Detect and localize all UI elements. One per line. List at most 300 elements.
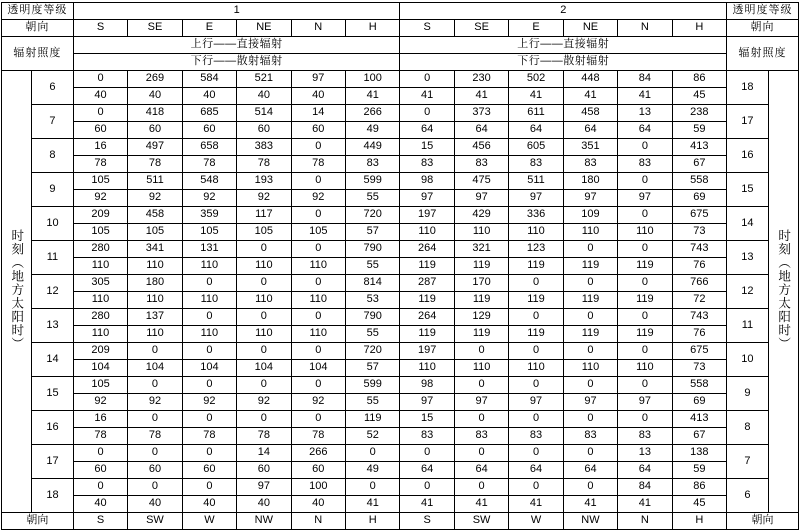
table-row (2, 479, 799, 496)
cell-g1-diffuse-1-3: 60 (237, 122, 291, 139)
cell-g1-diffuse-7-5: 55 (346, 326, 400, 343)
cell-g1-diffuse-4-1: 105 (128, 224, 182, 241)
cell-g1-direct-11-3: 14 (237, 445, 291, 462)
orientation-bottom-g1-s: S (73, 513, 127, 530)
cell-g2-direct-12-0: 0 (400, 479, 454, 496)
cell-g1-direct-2-2: 658 (182, 139, 236, 156)
cell-g1-diffuse-1-0: 60 (73, 122, 127, 139)
cell-g2-diffuse-3-1: 97 (454, 190, 508, 207)
cell-g1-diffuse-4-3: 105 (237, 224, 291, 241)
grade-1-cell: 1 (73, 3, 400, 20)
hour-right-2: 16 (727, 139, 769, 173)
cell-g1-direct-8-4: 0 (291, 343, 345, 360)
cell-g1-direct-5-3: 0 (237, 241, 291, 258)
note-diffuse-g2: 下行——散射辐射 (400, 54, 727, 71)
cell-g1-diffuse-12-3: 40 (237, 496, 291, 513)
cell-g2-direct-12-4: 84 (618, 479, 672, 496)
cell-g2-diffuse-1-1: 64 (454, 122, 508, 139)
cell-g2-direct-1-1: 373 (454, 105, 508, 122)
cell-g1-direct-0-0: 0 (73, 71, 127, 88)
cell-g1-diffuse-7-3: 110 (237, 326, 291, 343)
cell-g1-diffuse-1-4: 60 (291, 122, 345, 139)
orientation-bottom-g2-sw: SW (454, 513, 508, 530)
cell-g2-direct-4-3: 109 (563, 207, 617, 224)
cell-g2-diffuse-7-2: 119 (509, 326, 563, 343)
cell-g2-direct-11-0: 0 (400, 445, 454, 462)
cell-g2-diffuse-9-4: 97 (618, 394, 672, 411)
cell-g2-diffuse-1-5: 59 (672, 122, 726, 139)
orientation-top-g2-h: H (672, 20, 726, 37)
note-direct-g2: 上行——直接辐射 (400, 37, 727, 54)
cell-g1-diffuse-4-0: 105 (73, 224, 127, 241)
cell-g2-direct-8-5: 675 (672, 343, 726, 360)
table-row (2, 445, 799, 462)
hour-left-9: 15 (32, 377, 74, 411)
cell-g1-direct-8-1: 0 (128, 343, 182, 360)
cell-g1-diffuse-12-5: 41 (346, 496, 400, 513)
cell-g2-diffuse-6-5: 72 (672, 292, 726, 309)
orientation-bottom-g2-n: N (618, 513, 672, 530)
cell-g1-diffuse-5-2: 110 (182, 258, 236, 275)
cell-g1-direct-7-0: 280 (73, 309, 127, 326)
cell-g1-diffuse-1-5: 49 (346, 122, 400, 139)
cell-g1-direct-9-1: 0 (128, 377, 182, 394)
cell-g2-diffuse-5-4: 119 (618, 258, 672, 275)
header-row-note-1 (2, 37, 799, 54)
cell-g2-diffuse-9-0: 97 (400, 394, 454, 411)
hour-left-7: 13 (32, 309, 74, 343)
cell-g1-diffuse-2-0: 78 (73, 156, 127, 173)
cell-g2-diffuse-8-4: 110 (618, 360, 672, 377)
table-row (2, 394, 799, 411)
header-row-orientation (2, 20, 799, 37)
table-row (2, 122, 799, 139)
cell-g2-direct-12-3: 0 (563, 479, 617, 496)
cell-g2-diffuse-7-3: 119 (563, 326, 617, 343)
cell-g2-direct-7-1: 129 (454, 309, 508, 326)
cell-g2-diffuse-2-4: 83 (618, 156, 672, 173)
cell-g2-diffuse-10-4: 83 (618, 428, 672, 445)
hour-left-0: 6 (32, 71, 74, 105)
time-label-left (2, 71, 32, 513)
cell-g1-diffuse-0-3: 40 (237, 88, 291, 105)
cell-g2-diffuse-8-0: 110 (400, 360, 454, 377)
cell-g2-direct-9-1: 0 (454, 377, 508, 394)
table-row (2, 411, 799, 428)
cell-g2-direct-3-4: 0 (618, 173, 672, 190)
cell-g1-direct-9-2: 0 (182, 377, 236, 394)
cell-g1-diffuse-3-2: 92 (182, 190, 236, 207)
orientation-top-g2-se: SE (454, 20, 508, 37)
table-row (2, 71, 799, 88)
hour-right-9: 9 (727, 377, 769, 411)
cell-g1-diffuse-0-2: 40 (182, 88, 236, 105)
cell-g2-diffuse-2-2: 83 (509, 156, 563, 173)
cell-g1-diffuse-5-0: 110 (73, 258, 127, 275)
cell-g1-diffuse-7-1: 110 (128, 326, 182, 343)
cell-g2-direct-2-2: 605 (509, 139, 563, 156)
cell-g1-direct-4-3: 117 (237, 207, 291, 224)
orientation-bottom-g2-w: W (509, 513, 563, 530)
cell-g2-direct-4-1: 429 (454, 207, 508, 224)
hour-right-7: 11 (727, 309, 769, 343)
cell-g2-diffuse-5-0: 119 (400, 258, 454, 275)
cell-g2-direct-6-1: 170 (454, 275, 508, 292)
cell-g1-direct-12-5: 0 (346, 479, 400, 496)
cell-g2-diffuse-4-0: 110 (400, 224, 454, 241)
cell-g1-diffuse-9-4: 92 (291, 394, 345, 411)
cell-g2-diffuse-3-3: 97 (563, 190, 617, 207)
orientation-label-right: 朝向 (727, 20, 799, 37)
cell-g1-diffuse-7-0: 110 (73, 326, 127, 343)
cell-g2-direct-6-2: 0 (509, 275, 563, 292)
cell-g1-direct-2-1: 497 (128, 139, 182, 156)
cell-g2-direct-2-3: 351 (563, 139, 617, 156)
cell-g1-direct-6-4: 0 (291, 275, 345, 292)
cell-g2-diffuse-5-2: 119 (509, 258, 563, 275)
cell-g2-direct-4-4: 0 (618, 207, 672, 224)
cell-g2-direct-12-5: 86 (672, 479, 726, 496)
hour-right-12: 6 (727, 479, 769, 513)
cell-g2-diffuse-10-3: 83 (563, 428, 617, 445)
cell-g1-diffuse-5-1: 110 (128, 258, 182, 275)
cell-g2-direct-3-2: 511 (509, 173, 563, 190)
cell-g1-direct-10-2: 0 (182, 411, 236, 428)
cell-g2-direct-11-3: 0 (563, 445, 617, 462)
cell-g1-direct-3-0: 105 (73, 173, 127, 190)
cell-g1-diffuse-2-5: 83 (346, 156, 400, 173)
cell-g1-diffuse-7-2: 110 (182, 326, 236, 343)
hour-left-1: 7 (32, 105, 74, 139)
table-row (2, 343, 799, 360)
cell-g2-direct-9-4: 0 (618, 377, 672, 394)
cell-g2-direct-2-5: 413 (672, 139, 726, 156)
hour-left-12: 18 (32, 479, 74, 513)
cell-g1-direct-9-4: 0 (291, 377, 345, 394)
orientation-bottom-label-left: 朝向 (2, 513, 74, 530)
cell-g1-diffuse-12-2: 40 (182, 496, 236, 513)
table-sheet (0, 2, 800, 527)
cell-g2-diffuse-4-1: 110 (454, 224, 508, 241)
table-row (2, 360, 799, 377)
table-row (2, 190, 799, 207)
cell-g2-diffuse-2-1: 83 (454, 156, 508, 173)
cell-g2-direct-6-5: 766 (672, 275, 726, 292)
cell-g1-direct-1-1: 418 (128, 105, 182, 122)
cell-g2-direct-6-3: 0 (563, 275, 617, 292)
cell-g1-direct-5-4: 0 (291, 241, 345, 258)
cell-g2-direct-1-4: 13 (618, 105, 672, 122)
cell-g2-diffuse-7-4: 119 (618, 326, 672, 343)
cell-g1-diffuse-12-1: 40 (128, 496, 182, 513)
cell-g1-diffuse-6-5: 53 (346, 292, 400, 309)
cell-g1-diffuse-11-0: 60 (73, 462, 127, 479)
cell-g1-diffuse-11-5: 49 (346, 462, 400, 479)
cell-g1-direct-5-2: 131 (182, 241, 236, 258)
orientation-top-g2-ne: NE (563, 20, 617, 37)
cell-g2-direct-3-5: 558 (672, 173, 726, 190)
grade-2-cell: 2 (400, 3, 727, 20)
cell-g2-direct-6-0: 287 (400, 275, 454, 292)
cell-g1-diffuse-10-0: 78 (73, 428, 127, 445)
cell-g2-direct-4-2: 336 (509, 207, 563, 224)
cell-g2-direct-4-0: 197 (400, 207, 454, 224)
cell-g1-direct-5-1: 341 (128, 241, 182, 258)
cell-g2-direct-6-4: 0 (618, 275, 672, 292)
cell-g2-direct-10-2: 0 (509, 411, 563, 428)
cell-g1-direct-3-5: 599 (346, 173, 400, 190)
cell-g1-direct-1-5: 266 (346, 105, 400, 122)
cell-g1-diffuse-9-1: 92 (128, 394, 182, 411)
cell-g2-diffuse-0-5: 45 (672, 88, 726, 105)
orientation-top-g1-n: N (291, 20, 345, 37)
cell-g2-direct-11-2: 0 (509, 445, 563, 462)
table-row (2, 156, 799, 173)
cell-g1-diffuse-0-5: 41 (346, 88, 400, 105)
cell-g2-diffuse-9-5: 69 (672, 394, 726, 411)
table-row (2, 292, 799, 309)
orientation-top-g1-se: SE (128, 20, 182, 37)
cell-g2-direct-11-5: 138 (672, 445, 726, 462)
cell-g1-direct-2-4: 0 (291, 139, 345, 156)
cell-g2-diffuse-1-2: 64 (509, 122, 563, 139)
cell-g2-direct-3-3: 180 (563, 173, 617, 190)
cell-g2-diffuse-7-0: 119 (400, 326, 454, 343)
cell-g1-diffuse-3-3: 92 (237, 190, 291, 207)
cell-g1-direct-12-4: 100 (291, 479, 345, 496)
cell-g1-direct-5-0: 280 (73, 241, 127, 258)
cell-g1-diffuse-5-4: 110 (291, 258, 345, 275)
cell-g2-direct-7-3: 0 (563, 309, 617, 326)
cell-g1-direct-10-1: 0 (128, 411, 182, 428)
cell-g2-diffuse-6-1: 119 (454, 292, 508, 309)
cell-g2-diffuse-12-4: 41 (618, 496, 672, 513)
cell-g1-diffuse-10-4: 78 (291, 428, 345, 445)
cell-g1-diffuse-8-3: 104 (237, 360, 291, 377)
cell-g2-diffuse-7-5: 76 (672, 326, 726, 343)
cell-g1-direct-7-2: 0 (182, 309, 236, 326)
orientation-top-g2-e: E (509, 20, 563, 37)
cell-g2-direct-2-0: 15 (400, 139, 454, 156)
cell-g2-direct-9-0: 98 (400, 377, 454, 394)
table-row (2, 309, 799, 326)
cell-g1-diffuse-2-3: 78 (237, 156, 291, 173)
orientation-bottom-g2-s: S (400, 513, 454, 530)
table-row (2, 462, 799, 479)
cell-g2-direct-10-0: 15 (400, 411, 454, 428)
cell-g1-direct-2-3: 383 (237, 139, 291, 156)
cell-g1-direct-12-1: 0 (128, 479, 182, 496)
cell-g2-diffuse-4-5: 73 (672, 224, 726, 241)
cell-g2-direct-8-4: 0 (618, 343, 672, 360)
cell-g2-diffuse-10-1: 83 (454, 428, 508, 445)
cell-g2-direct-7-4: 0 (618, 309, 672, 326)
cell-g2-diffuse-0-2: 41 (509, 88, 563, 105)
cell-g2-diffuse-3-4: 97 (618, 190, 672, 207)
cell-g1-diffuse-6-4: 110 (291, 292, 345, 309)
cell-g1-direct-6-0: 305 (73, 275, 127, 292)
table-row (2, 224, 799, 241)
cell-g2-direct-9-3: 0 (563, 377, 617, 394)
cell-g1-direct-0-2: 584 (182, 71, 236, 88)
cell-g1-diffuse-3-0: 92 (73, 190, 127, 207)
cell-g1-diffuse-0-4: 40 (291, 88, 345, 105)
cell-g2-diffuse-2-0: 83 (400, 156, 454, 173)
cell-g1-diffuse-11-3: 60 (237, 462, 291, 479)
hour-right-0: 18 (727, 71, 769, 105)
cell-g2-diffuse-11-4: 64 (618, 462, 672, 479)
cell-g1-diffuse-8-4: 104 (291, 360, 345, 377)
cell-g2-direct-5-0: 264 (400, 241, 454, 258)
cell-g1-direct-1-3: 514 (237, 105, 291, 122)
cell-g2-diffuse-1-3: 64 (563, 122, 617, 139)
cell-g1-diffuse-11-4: 60 (291, 462, 345, 479)
cell-g1-direct-11-4: 266 (291, 445, 345, 462)
orientation-bottom-label-right: 朝向 (727, 513, 799, 530)
cell-g1-direct-6-3: 0 (237, 275, 291, 292)
cell-g1-diffuse-2-1: 78 (128, 156, 182, 173)
cell-g1-diffuse-9-5: 55 (346, 394, 400, 411)
table-row (2, 139, 799, 156)
cell-g2-diffuse-12-1: 41 (454, 496, 508, 513)
cell-g2-diffuse-1-0: 64 (400, 122, 454, 139)
cell-g2-diffuse-11-0: 64 (400, 462, 454, 479)
cell-g1-direct-4-4: 0 (291, 207, 345, 224)
cell-g1-direct-9-3: 0 (237, 377, 291, 394)
table-row (2, 428, 799, 445)
cell-g1-direct-0-1: 269 (128, 71, 182, 88)
cell-g2-direct-5-5: 743 (672, 241, 726, 258)
cell-g2-diffuse-3-0: 97 (400, 190, 454, 207)
cell-g2-direct-7-5: 743 (672, 309, 726, 326)
footer-row-orientation (2, 513, 799, 530)
cell-g1-diffuse-6-0: 110 (73, 292, 127, 309)
cell-g2-diffuse-10-5: 67 (672, 428, 726, 445)
table-row (2, 326, 799, 343)
cell-g1-diffuse-5-3: 110 (237, 258, 291, 275)
cell-g1-diffuse-9-2: 92 (182, 394, 236, 411)
cell-g1-direct-12-3: 97 (237, 479, 291, 496)
cell-g2-diffuse-1-4: 64 (618, 122, 672, 139)
table-row (2, 258, 799, 275)
cell-g1-diffuse-8-0: 104 (73, 360, 127, 377)
cell-g1-diffuse-10-2: 78 (182, 428, 236, 445)
cell-g1-direct-1-0: 0 (73, 105, 127, 122)
cell-g2-diffuse-10-2: 83 (509, 428, 563, 445)
hour-left-6: 12 (32, 275, 74, 309)
cell-g2-direct-0-4: 84 (618, 71, 672, 88)
table-row (2, 207, 799, 224)
cell-g1-direct-0-4: 97 (291, 71, 345, 88)
cell-g2-diffuse-11-3: 64 (563, 462, 617, 479)
cell-g2-diffuse-5-1: 119 (454, 258, 508, 275)
cell-g1-direct-3-3: 193 (237, 173, 291, 190)
orientation-top-g2-n: N (618, 20, 672, 37)
cell-g2-direct-1-3: 458 (563, 105, 617, 122)
cell-g1-direct-9-0: 105 (73, 377, 127, 394)
cell-g2-diffuse-9-1: 97 (454, 394, 508, 411)
cell-g2-diffuse-6-2: 119 (509, 292, 563, 309)
cell-g2-direct-11-4: 13 (618, 445, 672, 462)
cell-g2-diffuse-5-3: 119 (563, 258, 617, 275)
cell-g2-direct-7-0: 264 (400, 309, 454, 326)
solar-irradiance-table (1, 2, 799, 530)
cell-g2-diffuse-0-4: 41 (618, 88, 672, 105)
cell-g2-direct-12-1: 0 (454, 479, 508, 496)
orientation-top-g2-s: S (400, 20, 454, 37)
cell-g2-diffuse-3-2: 97 (509, 190, 563, 207)
cell-g2-diffuse-4-2: 110 (509, 224, 563, 241)
cell-g2-direct-8-1: 0 (454, 343, 508, 360)
hour-right-5: 13 (727, 241, 769, 275)
cell-g2-diffuse-8-3: 110 (563, 360, 617, 377)
cell-g2-diffuse-12-0: 41 (400, 496, 454, 513)
cell-g1-diffuse-8-5: 57 (346, 360, 400, 377)
irradiance-label-right: 辐射照度 (727, 37, 799, 71)
cell-g1-direct-2-5: 449 (346, 139, 400, 156)
cell-g2-diffuse-12-3: 41 (563, 496, 617, 513)
cell-g2-diffuse-11-2: 64 (509, 462, 563, 479)
cell-g1-direct-4-5: 720 (346, 207, 400, 224)
cell-g1-direct-8-3: 0 (237, 343, 291, 360)
cell-g2-direct-10-4: 0 (618, 411, 672, 428)
hour-left-3: 9 (32, 173, 74, 207)
cell-g1-diffuse-1-2: 60 (182, 122, 236, 139)
cell-g2-direct-0-0: 0 (400, 71, 454, 88)
cell-g1-diffuse-5-5: 55 (346, 258, 400, 275)
table-row (2, 173, 799, 190)
cell-g2-diffuse-0-3: 41 (563, 88, 617, 105)
note-diffuse-g1: 下行——散射辐射 (73, 54, 400, 71)
cell-g1-diffuse-8-2: 104 (182, 360, 236, 377)
cell-g2-diffuse-2-5: 67 (672, 156, 726, 173)
cell-g2-direct-3-1: 475 (454, 173, 508, 190)
cell-g2-diffuse-0-0: 41 (400, 88, 454, 105)
cell-g2-direct-2-4: 0 (618, 139, 672, 156)
cell-g2-direct-9-2: 0 (509, 377, 563, 394)
cell-g2-direct-12-2: 0 (509, 479, 563, 496)
cell-g2-direct-5-4: 0 (618, 241, 672, 258)
cell-g1-direct-8-5: 720 (346, 343, 400, 360)
cell-g2-diffuse-9-3: 97 (563, 394, 617, 411)
orientation-top-g1-e: E (182, 20, 236, 37)
hour-left-8: 14 (32, 343, 74, 377)
cell-g2-direct-1-2: 611 (509, 105, 563, 122)
cell-g1-direct-8-2: 0 (182, 343, 236, 360)
cell-g1-diffuse-4-2: 105 (182, 224, 236, 241)
cell-g1-direct-6-5: 814 (346, 275, 400, 292)
cell-g1-diffuse-8-1: 104 (128, 360, 182, 377)
cell-g2-direct-8-3: 0 (563, 343, 617, 360)
time-label-right (768, 71, 798, 513)
note-direct-g1: 上行——直接辐射 (73, 37, 400, 54)
cell-g2-diffuse-3-5: 69 (672, 190, 726, 207)
cell-g1-direct-7-4: 0 (291, 309, 345, 326)
cell-g2-direct-0-1: 230 (454, 71, 508, 88)
cell-g1-direct-11-0: 0 (73, 445, 127, 462)
irradiance-label-left: 辐射照度 (2, 37, 74, 71)
cell-g1-direct-1-2: 685 (182, 105, 236, 122)
cell-g1-diffuse-2-4: 78 (291, 156, 345, 173)
cell-g2-direct-9-5: 558 (672, 377, 726, 394)
cell-g2-diffuse-12-2: 41 (509, 496, 563, 513)
cell-g1-diffuse-6-3: 110 (237, 292, 291, 309)
cell-g1-diffuse-9-0: 92 (73, 394, 127, 411)
cell-g2-direct-8-2: 0 (509, 343, 563, 360)
cell-g1-diffuse-12-4: 40 (291, 496, 345, 513)
hour-right-3: 15 (727, 173, 769, 207)
cell-g1-diffuse-1-1: 60 (128, 122, 182, 139)
